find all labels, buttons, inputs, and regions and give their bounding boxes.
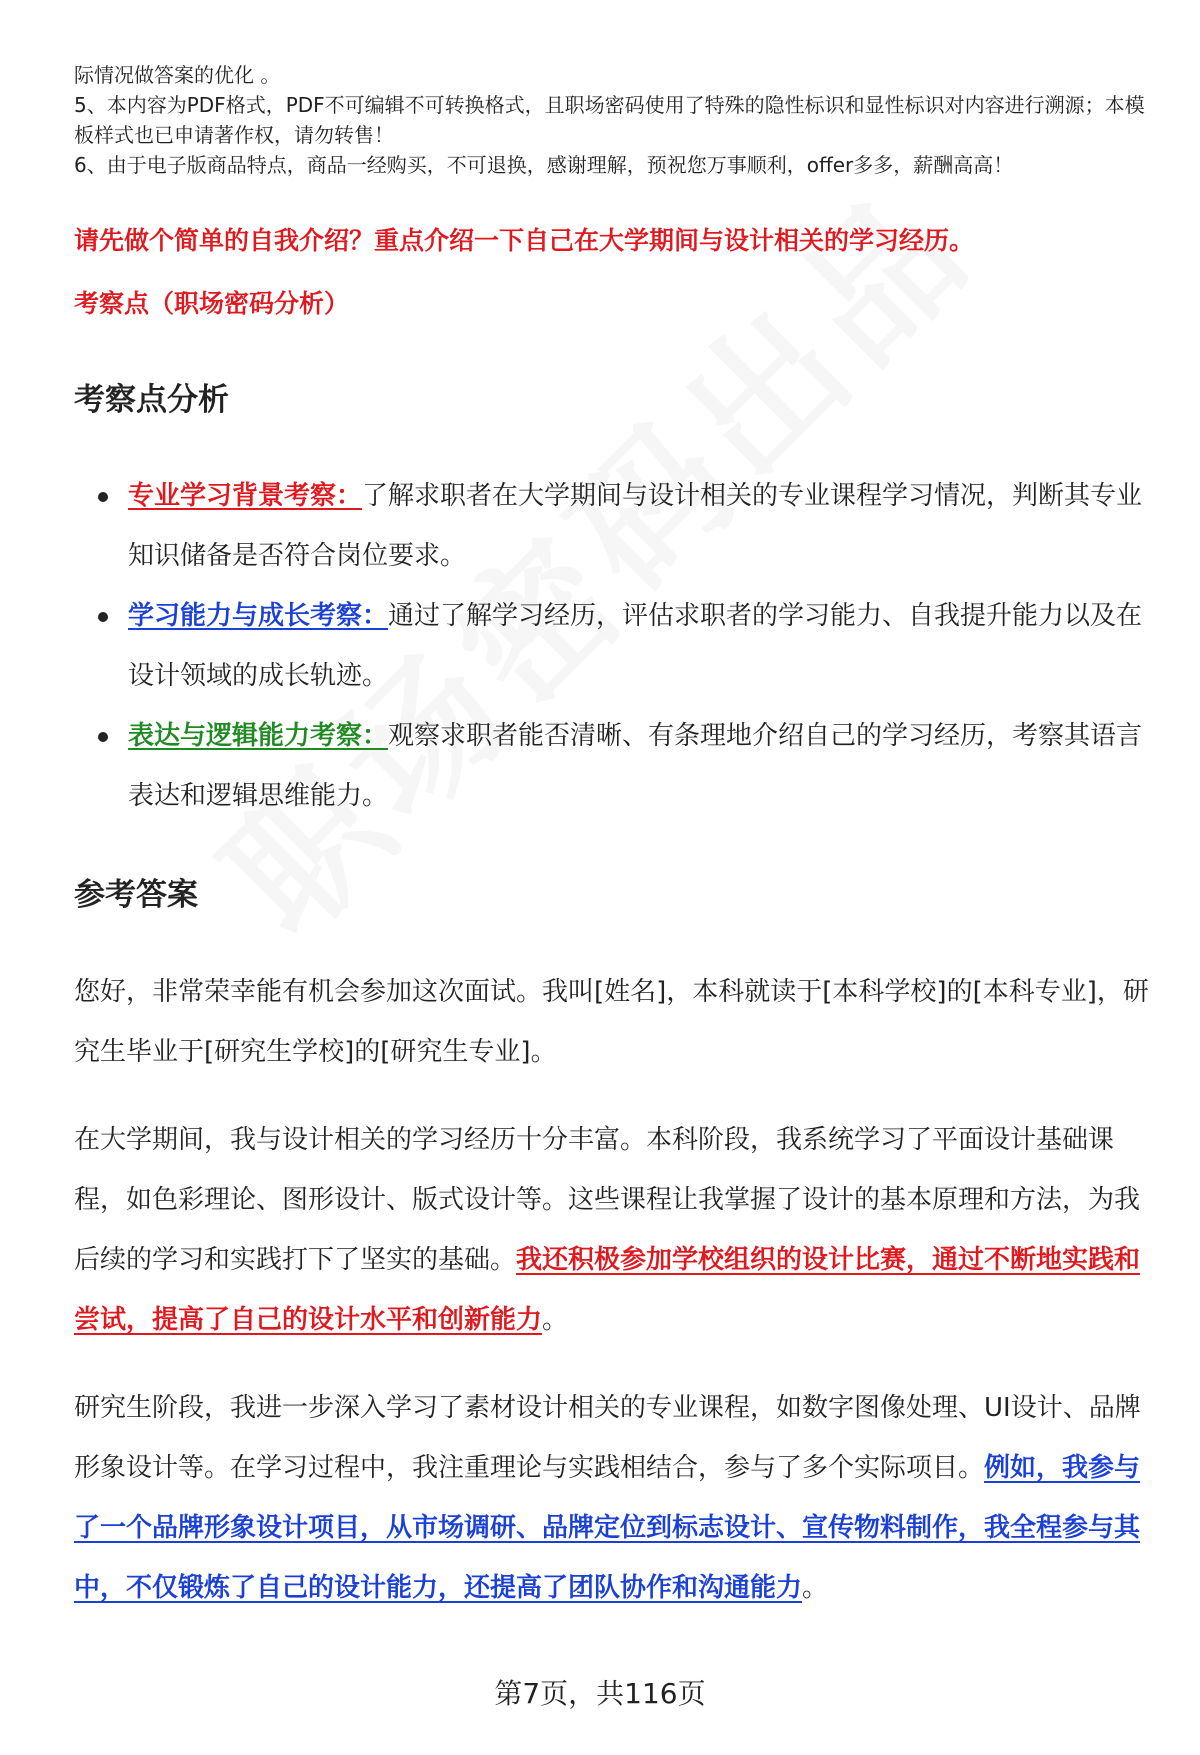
note-line: 5、本内容为PDF格式，PDF不可编辑不可转换格式，且职场密码使用了特殊的隐性标识和显性标识对内容进行溯源；本模板样式也已申请著作权，请勿转售！ xyxy=(74,93,1145,147)
answer-paragraph xyxy=(74,1110,1154,1350)
analysis-item-text: 了解求职者在大学期间与设计相关的专业课程学习情况，判断其专业知识储备是否符合岗位要求。 xyxy=(128,481,1143,571)
answer-paragraph: 您好，非常荣幸能有机会参加这次面试。我叫[姓名]，本科就读于[本科学校]的[本科专业]，研究生毕业于[研究生学校]的[研究生专业]。 xyxy=(74,977,1149,1067)
note-line: 6、由于电子版商品特点，商品一经购买，不可退换，感谢理解，预祝您万事顺利，offer多多，薪酬高高！ xyxy=(74,153,1014,177)
answer-title: 参考答案 xyxy=(74,877,198,913)
answer-text: 。 xyxy=(542,1305,569,1335)
analysis-item-label: 学习能力与成长考察： xyxy=(128,601,389,631)
answer-text: 在大学期间，我与设计相关的学习经历十分丰富。本科阶段，我系统学习了平面设计基础课程，如色彩理论、图形设计、版式设计等。这些课程让我掌握了设计的基本原理和方法，为我后续的学习和实践打下了坚实的基础。 xyxy=(74,1125,1141,1275)
notes-block xyxy=(74,60,1164,180)
bullet-icon xyxy=(98,492,108,502)
bullet-icon xyxy=(98,612,108,622)
analysis-item xyxy=(74,706,1164,826)
analysis-item-text: 观察求职者能否清晰、有条理地介绍自己的学习经历，考察其语言表达和逻辑思维能力。 xyxy=(128,721,1143,811)
bullet-icon xyxy=(98,732,108,742)
analysis-item-label: 专业学习背景考察： xyxy=(128,481,363,511)
answer-text: 研究生阶段，我进一步深入学习了素材设计相关的专业课程，如数字图像处理、UI设计、品牌形象设计等。在学习过程中，我注重理论与实践相结合，参与了多个实际项目。 xyxy=(74,1393,1141,1483)
interview-question: 请先做个简单的自我介绍？重点介绍一下自己在大学期间与设计相关的学习经历。 xyxy=(74,226,975,255)
key-points-heading: 考察点（职场密码分析） xyxy=(74,289,350,318)
answer-text: 。 xyxy=(802,1573,829,1603)
answer-highlight: 例如，我参与了一个品牌形象设计项目，从市场调研、品牌定位到标志设计、宣传物料制作，我全程参与其中，不仅锻炼了自己的设计能力，还提高了团队协作和沟通能力 xyxy=(74,1453,1141,1603)
analysis-item-label: 表达与逻辑能力考察： xyxy=(128,721,389,751)
analysis-item-text: 通过了解学习经历，评估求职者的学习能力、自我提升能力以及在设计领域的成长轨迹。 xyxy=(128,601,1143,691)
analysis-item xyxy=(74,466,1164,586)
analysis-list xyxy=(74,466,1164,826)
page-number: 第7页，共116页 xyxy=(494,1677,706,1710)
note-line: 际情况做答案的优化 。 xyxy=(74,63,281,87)
analysis-title: 考察点分析 xyxy=(74,382,229,418)
answer-paragraph xyxy=(74,1378,1154,1618)
answer-highlight: 我还积极参加学校组织的设计比赛，通过不断地实践和尝试，提高了自己的设计水平和创新能力 xyxy=(74,1245,1141,1335)
analysis-item xyxy=(74,586,1164,706)
